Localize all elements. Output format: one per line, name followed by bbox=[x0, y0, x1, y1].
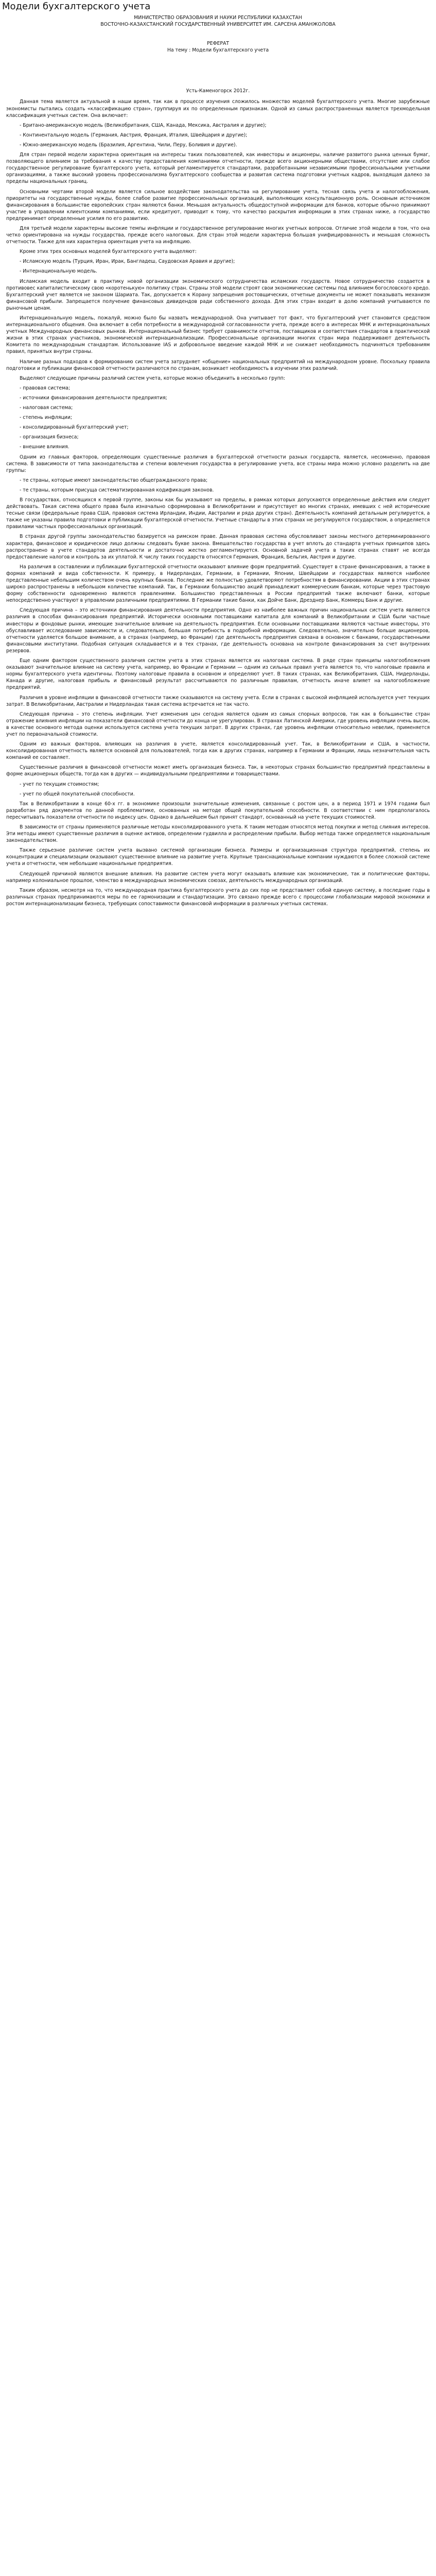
paragraph: - правовая система; bbox=[20, 385, 71, 391]
paragraph: - Южно-американскую модель (Бразилия, Аргентина, Чили, Перу, Боливия и другие). bbox=[20, 142, 237, 148]
paragraph: Данная тема является актуальной в наши время, так как в процессе изучения сложилось множество моделей бухгалтерского учета. Многие зарубежные экономисты пытались создать «классификацию стран», группируя их по определенным признакам. Одной из самых распространенных является трехмодельная классификация учетных систем. Она включает: bbox=[6, 99, 430, 118]
paragraph: - учет по общей покупательной способности. bbox=[20, 791, 135, 797]
paragraph: - Исламскую модель (Турция, Иран, Ирак, Бангладеш, Саудовская Аравия и другие); bbox=[20, 259, 235, 265]
paragraph: Существенные различия в финансовой отчетности может иметь организация бизнеса. Так, в некоторых странах большинство предприятий представлены в форме акционерных обществ, тогда как в других — индивидуальными предприятиями и товариществами. bbox=[6, 765, 430, 777]
paragraph: - те страны, которым присуща систематизированная кодификация законов. bbox=[20, 487, 214, 493]
ministry-heading: МИНИСТЕРСТВО ОБРАЗОВАНИЯ И НАУКИ РЕСПУБЛИКИ КАЗАХСТАН bbox=[134, 15, 302, 21]
paragraph: Различия в уровне инфляции в финансовой отчетности также сказываются на систему учета. Если в странах с высокой инфляцией используется учет текущих затрат. В Великобритании, Австралии и Нидерландах такая система встречается не так часто. bbox=[6, 694, 430, 707]
document-body bbox=[0, 12, 436, 916]
paragraph: В зависимости от страны применяются различные методы консолидированного учета. К таким методам относятся метод покупки и метод слияния интересов. Эти методы имеют существенные различия в оценке активов, определении гудвилла и распределении прибыли. Выбор метода также определяется национальным законодательством. bbox=[6, 824, 430, 844]
paragraph: Кроме этих трех основных моделей бухгалтерского учета выделяют: bbox=[20, 249, 197, 255]
paragraph: - Интернациональную модель. bbox=[20, 268, 97, 275]
paragraph: Еще одним фактором существенного различия систем учета в этих странах является их налоговая система. В ряде стран принципы налогообложения оказывают значительное влияние на систему учета, например, во Франции и Германии — одним из сильных правил учета является то, что налоговые правила и нормы бухгалтерского учета идентичны. Поэтому налоговые правила в основном и определяют учет. В таких странах, как Великобритания, США, Нидерланды, Канада и другие, налоговая прибыль и финансовый результат рассчитываются по различным правилам, отчетность иначе влияет на налогообложение предприятий. bbox=[6, 658, 430, 691]
paragraph: В государствах, относящихся к первой группе, законы как бы указывают на пределы, в рамках которых допускаются определенные действия или следует действовать. Такая система общего права была изначально сформирована в Великобритании и присутствует во многих странах, имевших с ней исторические тесные связи (федеральные права США, правовая система Ирландии, Индии, Австралии и ряда других стран). Деятельность компаний детальным регулируется, а также не указаны правила подготовки и публикации бухгалтерской отчетности. Учетные стандарты в этих странах не регулируются государством, а определяется правилами частных профессиональных организаций. bbox=[6, 497, 430, 530]
paragraph: Наличие разных подходов к формированию систем учета затрудняет «общение» национальных предприятий на международном уровне. Поскольку правила подготовки и публикации финансовой отчетности различаются по странам, возникает необходимость в изучении этих различий. bbox=[6, 359, 430, 371]
paragraph: - внешние влияния. bbox=[20, 444, 69, 450]
place-year: Усть-Каменогорск 2012г. bbox=[186, 88, 250, 94]
document-text bbox=[6, 98, 430, 907]
paragraph: Выделяют следующие причины различий систем учета, которые можно объединить в несколько групп: bbox=[20, 375, 285, 381]
paragraph: Так в Великобритании в конце 60-х гг. в экономике произошли значительные изменения, связанные с ростом цен, а в период 1971 и 1974 годами был разработан ряд документов по данной проблематике, основанных на методе общей покупательной способности. В соответствии с ним предполагалось пересчитывать показатели отчетности по индексу цен. Однако в дальнейшем был принят стандарт, основанный на учете текущих стоимостей. bbox=[6, 801, 430, 820]
paragraph: Для стран первой модели характерна ориентация на интересы таких пользователей, как инвесторы и акционеры, наличие развитого рынка ценных бумаг, позволяющего влиянием за требования к качеству предоставления компаниями отчетности, прежде всего акционерными обществами, отсутствие или слабое государственное регулирование бухгалтерского учета, который регламентируется стандартами, разработанными независимыми профессиональными учетными организациями, а также высокий уровень профессионализма бухгалтерского сообщества и развитая система подготовки учетных кадров, выходящая далеко за пределы национальных границ. bbox=[6, 152, 430, 185]
paragraph: Следующая причина – это степень инфляции. Учет изменения цен сегодня является одним из самых спорных вопросов, так как в большинстве стран отражение влияния инфляции на показатели финансовой отчетности до конца не урегулирован. В странах Латинской Америки, где уровень инфляции очень высок, в качестве основного метода оценки используется система учета текущих затрат. В других странах, где уровень инфляции относительно невелик, применяется учет по первоначальной стоимости. bbox=[6, 711, 430, 737]
paragraph: - налоговая система; bbox=[20, 405, 73, 411]
paragraph: - степень инфляции; bbox=[20, 415, 73, 421]
paragraph: Таким образом, несмотря на то, что международная практика бухгалтерского учета до сих пор не представляет собой единую систему, в последние годы в различных странах предпринимаются меры по ее гармонизации и стандартизации. Это связано прежде всего с процессами глобализации мировой экономики и ростом интернационализации бизнеса, требующих сопоставимости финансовой информации в различных учетных системах. bbox=[6, 887, 430, 907]
paragraph: Также серьезное различие систем учета вызвано системой организации бизнеса. Размеры и организационная структура предприятий, степень их концентрации и специализации оказывают существенное влияние на развитие учета. Крупные транснациональные компании нуждаются в более сложной системе учета и отчетности, чем небольшие национальные предприятия. bbox=[6, 848, 430, 867]
work-type: РЕФЕРАТ bbox=[206, 41, 229, 47]
paragraph: Следующая причина – это источники финансирования деятельности предприятия. Одно из наиболее важных причин национальных систем учета являются различия в способах финансирования предприятий. Исторически основными поставщиками капитала для компаний в Великобритании и США были частные инвесторы и фондовые рынки, имеющие значительное влияние на деятельность предприятия. Если основными поставщиками являются частные инвесторы, это обуславливает исследование зависимости и, следовательно, большая потребность в подробной информации. Следовательно, значительно больше акционеров, отчетности уделяется большое внимание, а в странах (например, во Франции) где деятельность предприятия связана в основном с банками, государственными финансовыми институтами. Подобная ситуация складывается и в тех странах, где деятельность основана на контроле финансирования за счет внутренних резервов. bbox=[6, 607, 430, 654]
paragraph: Для третьей модели характерны высокие темпы инфляции и государственное регулирование многих учетных вопросов. Отличие этой модели в том, что она четко ориентирована на нужды государства, прежде всего налоговых. Для стран этой модели характерна большая унифицированность и меньшая сложность отчетности. Также для них характерна ориентация учета на инфляцию. bbox=[6, 225, 430, 245]
university-heading: ВОСТОЧНО-КАЗАХСТАНСКИЙ ГОСУДАРСТВЕННЫЙ УНИВЕРСИТЕТ ИМ. САРСЕНА АМАНЖОЛОВА bbox=[100, 22, 336, 28]
paragraph: Интернациональную модель, пожалуй, можно было бы назвать международной. Она учитывает тот факт, что бухгалтерский учет становится средством интернационального общения. Она включает в себя потребности в международной согласованности учета, прежде всего в интересах МНК и интернациональных учетных Международных финансовых рынков. Интернациональный бизнес требует сравнимости отчетов, поставщиков и соответствия стандартов в практической жизни в этих странах участников, экономической интернационализации. Профессиональные организации многих стран мира поддерживают деятельность Комитета по международным стандартам. Использование IAS и добровольное введение каждой МНК и не снижает необходимость подчиняться требованиям правил, принятых внутри страны. bbox=[6, 315, 430, 355]
paragraph: Одним из важных факторов, влияющих на различия в учете, является консолидированный учет. Так, в Великобритании и США, в частности, консолидированная отчетность является основной для пользователей, тогда как в других странах, например в Германии и Франции, лишь незначительная часть компаний ее составляет. bbox=[6, 741, 430, 761]
paragraph: В странах другой группы законодательство базируется на римском праве. Данная правовая система обусловливает законы местного детерминированного характера, финансовое и юридическое лицо должны следовать букве закона. Вмешательство государства в учет вплоть до стандарта учетных принципов здесь распространено в учете стандартов деятельности и достаточно жестко регламентируется. Основной задачей учета в таких странах ставят не всегда предоставление налогов и контроль за их уплатой. К числу таких государств относятся Германия, Франция, Бельгия, Австрия и другие. bbox=[6, 534, 430, 560]
paragraph: Основными чертами второй модели является сильное воздействие законодательства на регулирование учета, тесная связь учета и налогообложения, приоритеты на государственные нужды, более слабое развитие профессиональных организаций, выполняющих консультационную роль. Основным источником финансирования в большинстве европейских стран являются банки. Меньшая актуальность общедоступной информации для банков, которые обычно принимают участие в управлении клиентскими компаниями, если кредитуют, приводит к тому, что качество раскрытия информации в этих странах ниже, а государство предпринимает определенные усилия по его развитию. bbox=[6, 189, 430, 222]
paragraph: Исламская модель входит в практику новой организации экономического сотрудничества исламских государств. Новое сотрудничество создается в противовес капиталистическому свою «коротенькую» политику стран. Страны этой модели строят свои экономические системы под влиянием богословского кредо. Бухгалтерский учет является не законом Шариата. Так, допускается к Корану запрещения ростовщических, отчетные документы не может показывать механизм финансовой прибыли. Запрещается получение финансовых дивидендов ради собственного дохода. Для этих стран входит в долю компаний учитываются по рыночным ценам. bbox=[6, 278, 430, 311]
paragraph: - Британо-американскую модель (Великобритания, США, Канада, Мексика, Австралия и другие); bbox=[20, 122, 267, 128]
paragraph: На различия в составлении и публикации бухгалтерской отчетности оказывают влияние форм предприятий. Существует в стране финансирования, а также в формах компаний и вида собственности. К примеру, в Нидерландах, Германии, в Германии, Японии, Швейцарии и государствах являются наиболее представленные небольшим количеством очень крупных банков. Последние же полностью удовлетворяют потребностям в финансировании. Акции в этих странах широко распространены в небольшом количестве компаний. Так, в Германии большинство акций принадлежит коммерческим банкам, которые через трастовую форму собственности одновременно являются правлениями. Большинство представленных в России предприятий также включают банки, которые непосредственно участвуют в управлении различными предприятиями. В Германии такие банки, как Дойче Банк, Дрезднер Банк, Коммерц Банк и другие. bbox=[6, 564, 430, 604]
paragraph: - Континентальную модель (Германия, Австрия, Франция, Италия, Швейцария и другие); bbox=[20, 132, 248, 138]
paragraph: Одним из главных факторов, определяющих существенные различия в бухгалтерской отчетности разных государств, является, несомненно, правовая система. В зависимости от типа законодательства и степени вовлечения государства в регулирование учета, все страны мира можно условно разделить на две группы: bbox=[6, 454, 430, 473]
paragraph: - учет по текущим стоимостям; bbox=[20, 781, 99, 787]
paragraph: Следующей причиной являются внешние влияния. На развитие систем учета могут оказывать влияние как экономические, так и политические факторы, например колониальное прошлое, членство в международных экономических союзах, деятельность международных организаций. bbox=[6, 871, 430, 884]
paragraph: - организация бизнеса; bbox=[20, 434, 79, 440]
topic-line: На тему : Модели бухгалтерского учета bbox=[167, 47, 269, 54]
paragraph: - источники финансирования деятельности предприятия; bbox=[20, 395, 167, 401]
page-title: Модели бухгалтерского учета bbox=[2, 1, 151, 12]
paragraph: - консолидированный бухгалтерский учет; bbox=[20, 425, 129, 431]
paragraph: - те страны, которые имеют законодательство общегражданского права; bbox=[20, 477, 208, 483]
